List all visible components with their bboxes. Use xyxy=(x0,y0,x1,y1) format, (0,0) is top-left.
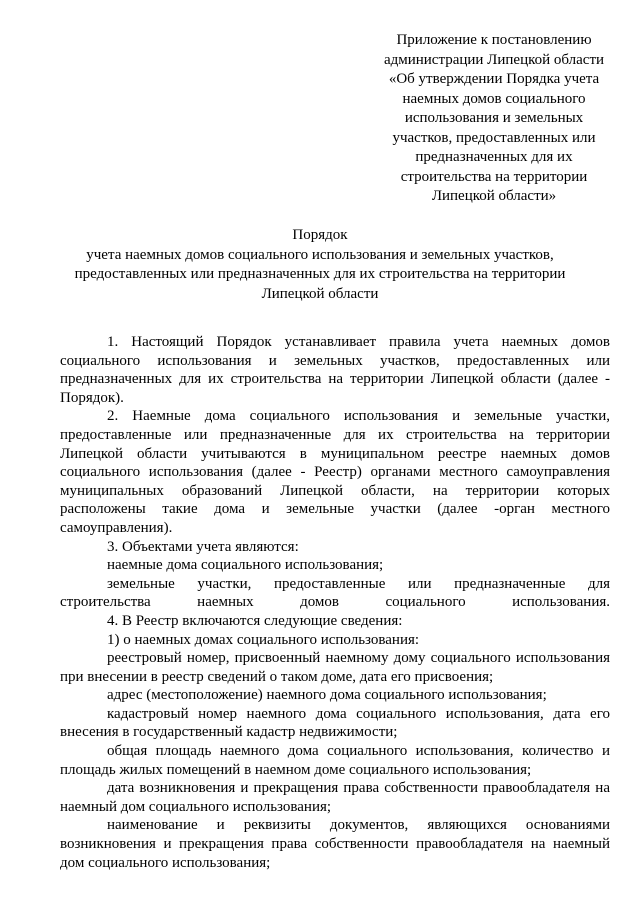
paragraph-2: 2. Наемные дома социального использования и земельные участки, предоставленные или предназначенные для их строительства на территории Липецкой области учитываются в муниципальном реестре наемных домов социального использования (далее - Реестр) органами местного самоуправления муниципальных образований Липецкой области, на территории которых расположены такие дома и земельные участки (далее -орган местного самоуправления). xyxy=(60,408,610,536)
title-heading: Порядок xyxy=(292,227,348,243)
paragraph-4-item-area: общая площадь наемного дома социального использования, количество и площадь жилых помещений в наемном доме социального использования; xyxy=(60,743,610,778)
annex-line: наемных домов социального xyxy=(402,90,586,107)
paragraph-3-item-houses: наемные дома социального использования; xyxy=(107,557,384,574)
paragraph-4: 4. В Реестр включаются следующие сведения: xyxy=(107,612,403,629)
paragraph-4-item-address: адрес (местоположение) наемного дома социального использования; xyxy=(107,687,547,704)
title-line: предоставленных или предназначенных для их строительства на территории xyxy=(74,266,566,282)
annex-line: строительства на территории xyxy=(400,168,588,185)
paragraph-3: 3. Объектами учета являются: xyxy=(107,538,299,555)
annex-line: использования и земельных xyxy=(404,110,584,126)
annex-line: Приложение к постановлению xyxy=(396,32,592,48)
annex-line: «Об утверждении Порядка учета xyxy=(388,71,600,87)
paragraph-4-item-registry-number: реестровый номер, присвоенный наемному дому социального использования при внесении в реестр сведений о таком доме, дата его присвоения; xyxy=(60,650,610,685)
document-body xyxy=(60,333,610,872)
paragraph-4-item-cadastral-number: кадастровый номер наемного дома социального использования, дата его внесения в государственный кадастр недвижимости; xyxy=(60,705,610,741)
paragraph-4-subsection-1: 1) о наемных домах социального использования: xyxy=(107,631,420,648)
annex-line: участков, предоставленных или xyxy=(392,129,596,146)
title-line: Липецкой области xyxy=(261,285,379,302)
annex-note xyxy=(379,31,609,207)
annex-line: администрации Липецкой области xyxy=(383,51,605,68)
title-line: учета наемных домов социального использования и земельных участков, xyxy=(86,246,554,263)
paragraph-4-item-ownership-dates: дата возникновения и прекращения права собственности правообладателя на наемный дом социального использования; xyxy=(60,780,610,815)
annex-line: Липецкой области» xyxy=(431,188,557,204)
paragraph-4-item-documents: наименование и реквизиты документов, являющихся основаниями возникновения и прекращения права собственности правообладателя на наемный дом социального использования; xyxy=(60,817,610,871)
document-title xyxy=(40,226,600,304)
paragraph-3-item-land: земельные участки, предоставленные или предназначенные для строительства наемных домов социального использования. xyxy=(60,575,610,611)
paragraph-1: 1. Настоящий Порядок устанавливает правила учета наемных домов социального использования и земельных участков, предоставленных или предназначенных для их строительства на территории Липецкой области (далее - Порядок). xyxy=(60,334,610,406)
annex-line: предназначенных для их xyxy=(415,149,573,165)
